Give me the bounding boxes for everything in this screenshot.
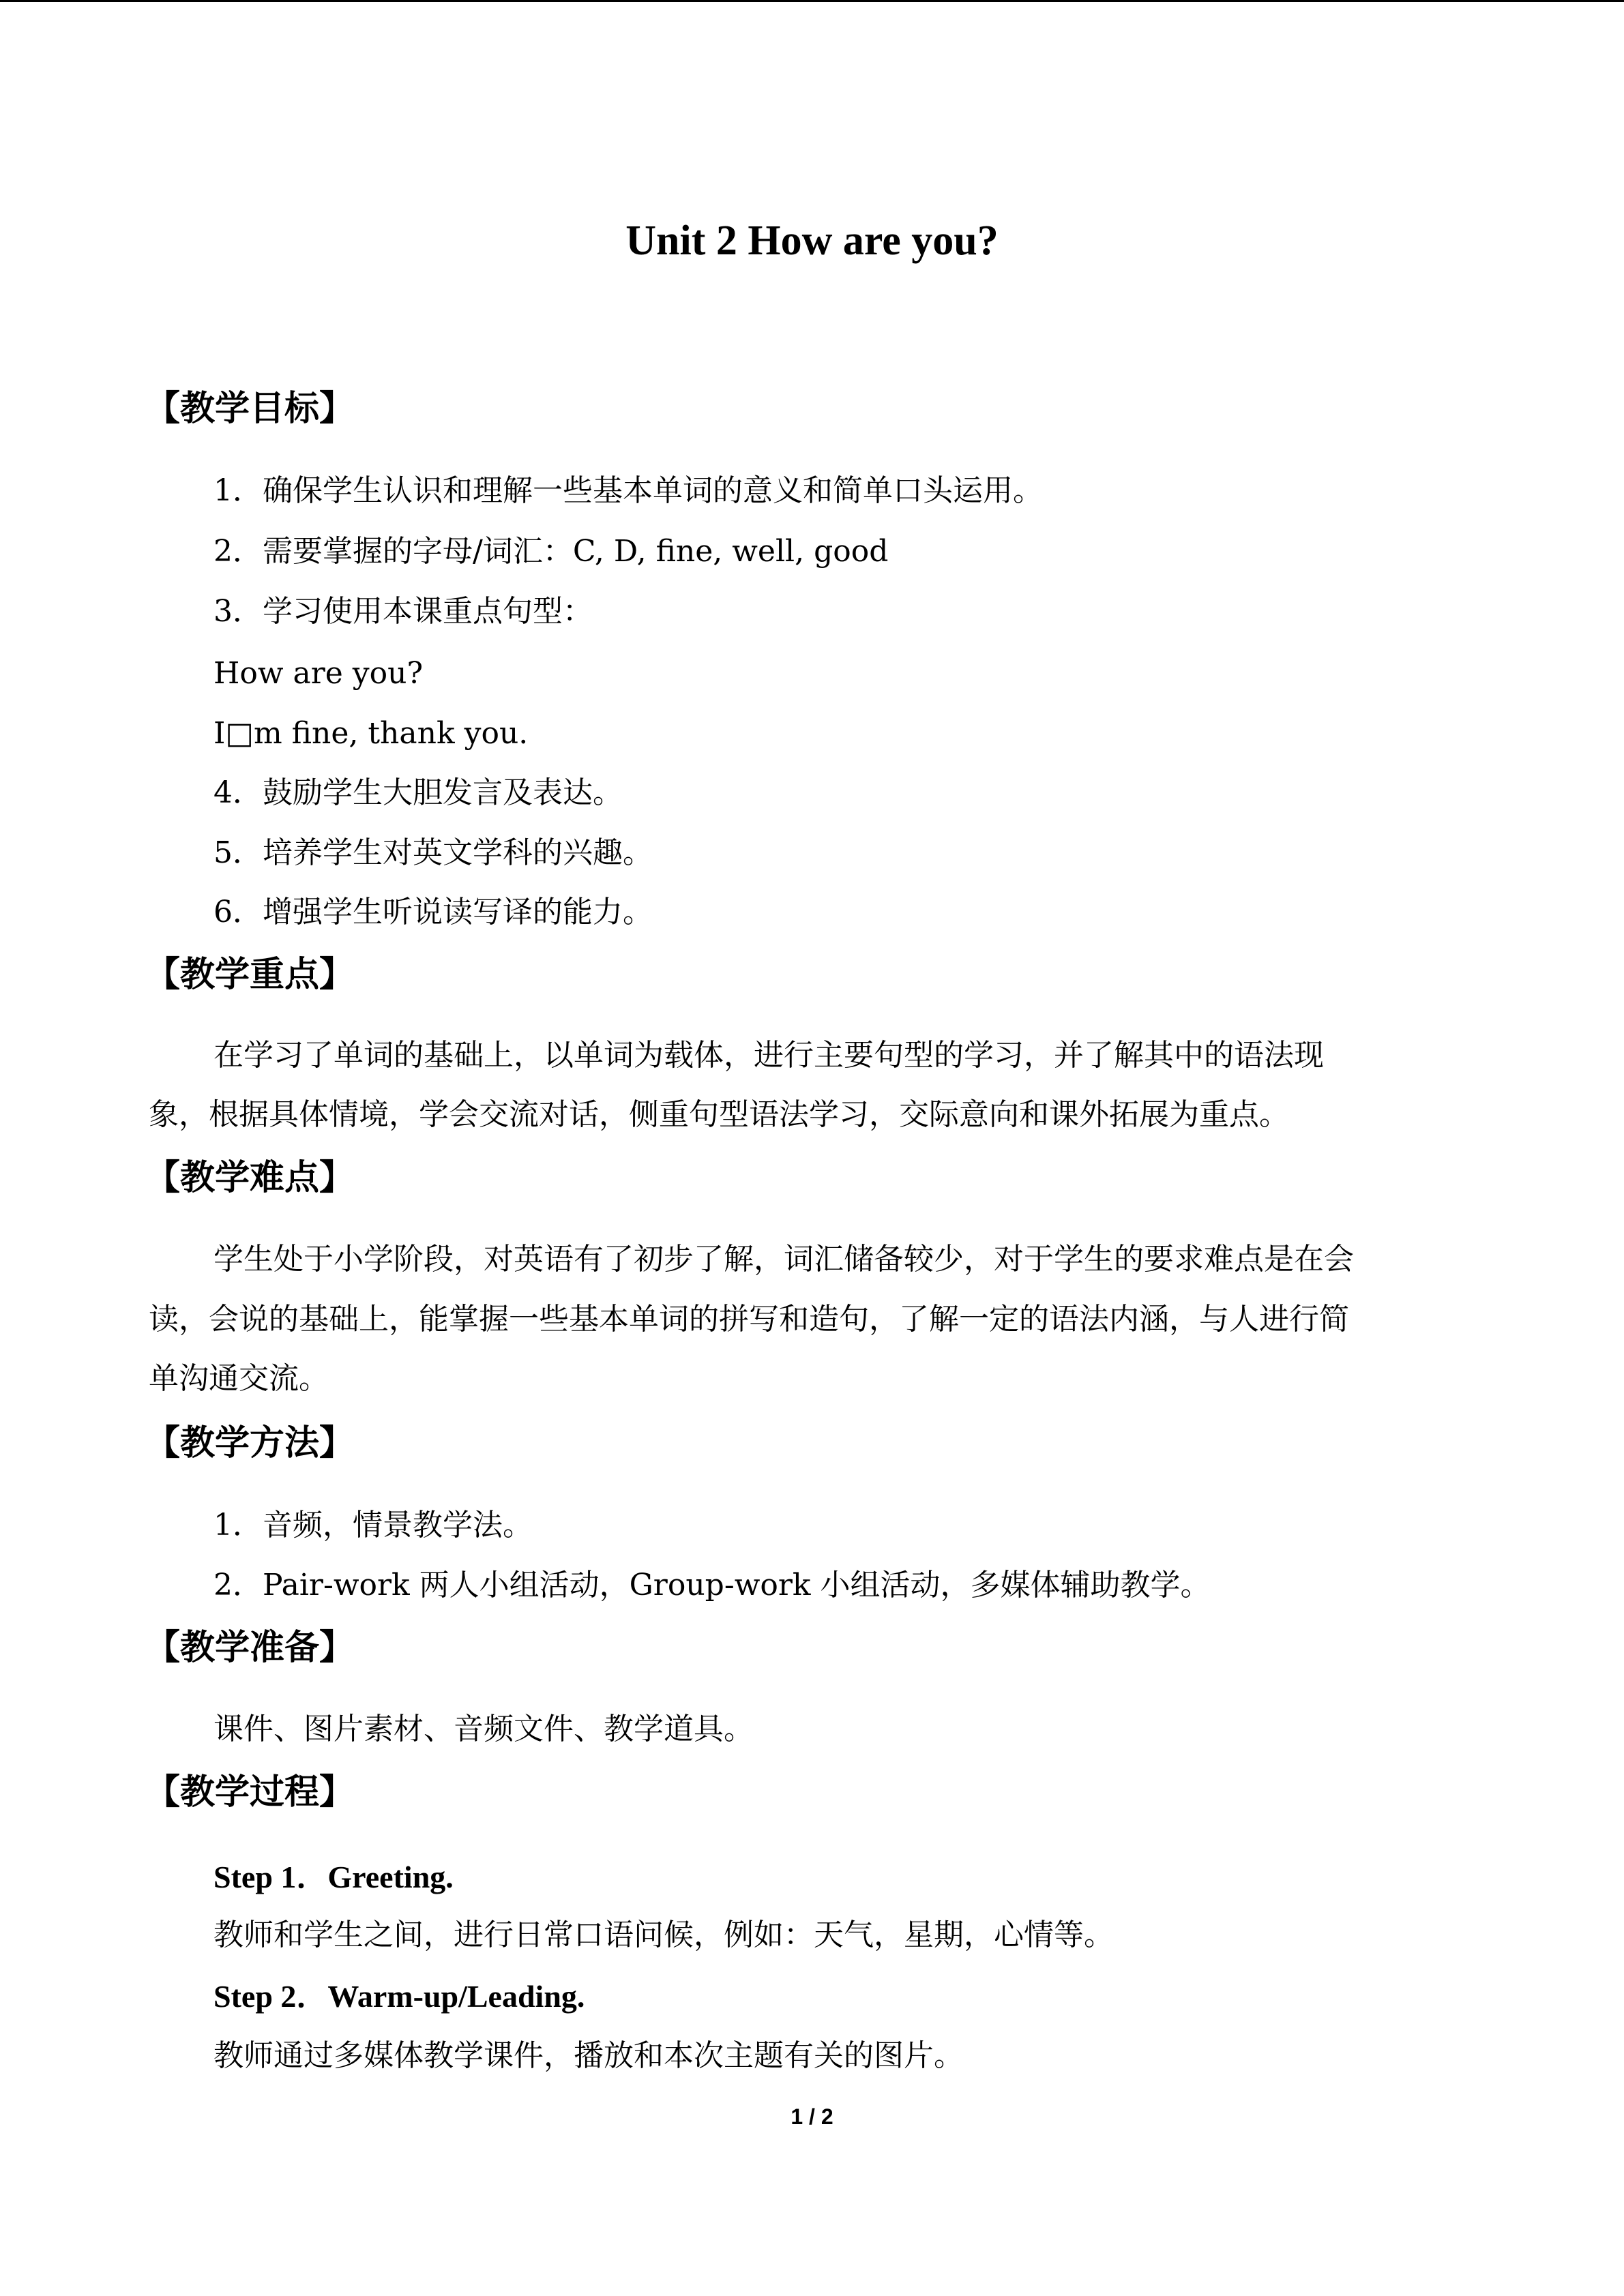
key-points-paragraph-line: 象，根据具体情境，学会交流对话，侧重句型语法学习，交际意向和课外拓展为重点。 [149, 1097, 1289, 1132]
objective-sentence-pattern: I□m fine, thank you. [213, 716, 529, 751]
process-step-title: Step 2．Warm-up/Leading. [213, 1979, 585, 2014]
process-step-text: 教师通过多媒体教学课件，播放和本次主题有关的图片。 [213, 2038, 964, 2073]
section-heading-key-points: 【教学重点】 [145, 955, 355, 995]
preparation-text: 课件、图片素材、音频文件、教学道具。 [213, 1712, 754, 1746]
section-heading-methods: 【教学方法】 [145, 1423, 355, 1463]
process-step-title: Step 1．Greeting. [213, 1860, 454, 1894]
objective-item: 2．需要掌握的字母/词汇：C, D, fine, well, good [213, 534, 889, 569]
page-number: 1 / 2 [791, 2104, 833, 2129]
section-heading-preparation: 【教学准备】 [145, 1628, 355, 1668]
section-heading-difficulties: 【教学难点】 [145, 1158, 355, 1198]
section-heading-objectives: 【教学目标】 [145, 389, 355, 429]
key-points-paragraph-line: 在学习了单词的基础上，以单词为载体，进行主要句型的学习，并了解其中的语法现 [213, 1038, 1324, 1073]
objective-item: 5．培养学生对英文学科的兴趣。 [213, 835, 653, 870]
method-item: 1．音频，情景教学法。 [213, 1508, 533, 1542]
objective-item: 4．鼓励学生大胆发言及表达。 [213, 775, 623, 810]
difficulties-paragraph-line: 读，会说的基础上，能掌握一些基本单词的拼写和造句，了解一定的语法内涵，与人进行简 [149, 1302, 1349, 1337]
document-title: Unit 2 How are you? [625, 218, 999, 264]
section-heading-process: 【教学过程】 [145, 1772, 355, 1813]
difficulties-paragraph-line: 学生处于小学阶段，对英语有了初步了解，词汇储备较少，对于学生的要求难点是在会 [213, 1242, 1354, 1277]
objective-item: 6．增强学生听说读写译的能力。 [213, 895, 653, 929]
process-step-text: 教师和学生之间，进行日常口语问候，例如：天气，星期，心情等。 [213, 1918, 1114, 1952]
difficulties-paragraph-line: 单沟通交流。 [149, 1361, 329, 1396]
page-top-border [0, 0, 1624, 2]
objective-item: 3．学习使用本课重点句型： [213, 594, 593, 629]
objective-sentence-pattern: How are you? [213, 656, 424, 691]
method-item: 2．Pair-work 两人小组活动，Group-work 小组活动，多媒体辅助教学。 [213, 1568, 1211, 1602]
objective-item: 1．确保学生认识和理解一些基本单词的意义和简单口头运用。 [213, 473, 1043, 508]
